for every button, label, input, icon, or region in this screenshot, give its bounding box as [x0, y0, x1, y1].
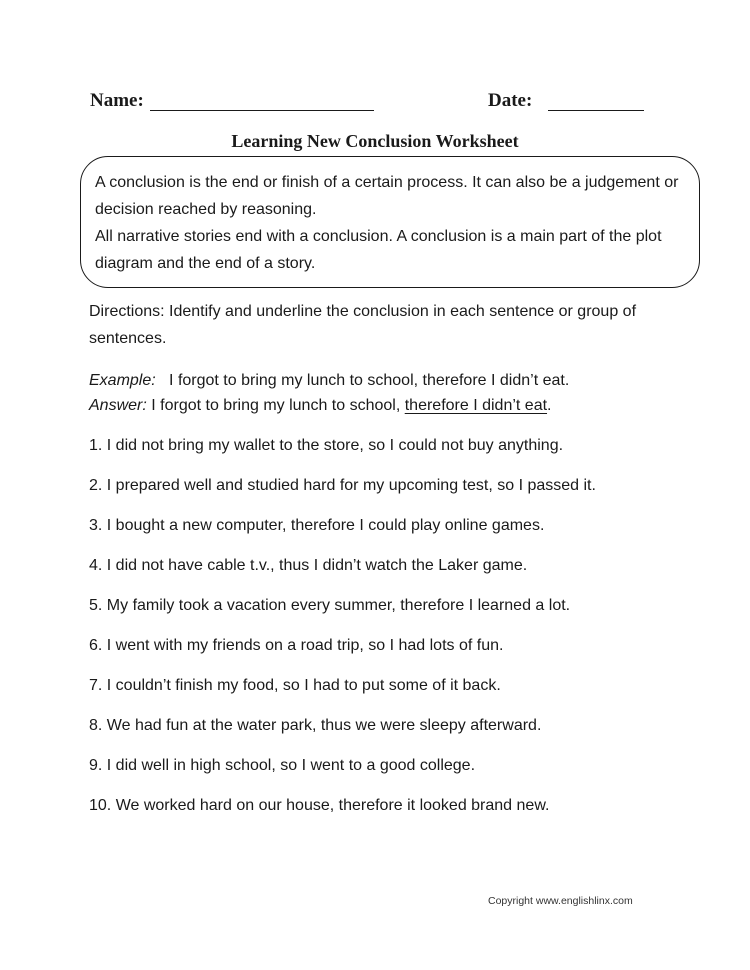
exercise-item: 5. My family took a vacation every summer, therefore I learned a lot.: [89, 597, 571, 614]
exercise-list: [89, 432, 709, 832]
example-tag: Example:: [89, 372, 156, 389]
date-blank-line[interactable]: [548, 110, 644, 111]
answer-tag: Answer:: [89, 397, 147, 414]
name-label: Name:: [90, 90, 144, 111]
exercise-item: 6. I went with my friends on a road trip, so I had lots of fun.: [89, 637, 504, 654]
exercise-item: 4. I did not have cable t.v., thus I didn’t watch the Laker game.: [89, 557, 528, 574]
worksheet-title: Learning New Conclusion Worksheet: [231, 131, 519, 151]
exercise-item: 3. I bought a new computer, therefore I could play online games.: [89, 517, 545, 534]
answer-prefix: I forgot to bring my lunch to school,: [151, 397, 405, 414]
exercise-item: 9. I did well in high school, so I went to a good college.: [89, 757, 476, 774]
name-blank-line[interactable]: [150, 110, 374, 111]
directions-text: Directions: Identify and underline the conclusion in each sentence or group of sentences.: [89, 303, 637, 347]
intro-paragraph-1: A conclusion is the end or finish of a certain process. It can also be a judgement or decision reached by reasoning.: [95, 174, 679, 218]
exercise-item: 7. I couldn’t finish my food, so I had to put some of it back.: [89, 677, 501, 694]
intro-box: [80, 156, 700, 288]
answer-underlined-conclusion: therefore I didn’t eat: [404, 397, 548, 414]
answer-line: [89, 393, 689, 418]
example-text: [160, 372, 569, 389]
intro-paragraph-2: All narrative stories end with a conclusion. A conclusion is a main part of the plot diagram and the end of a story.: [95, 228, 662, 272]
exercise-item: 2. I prepared well and studied hard for my upcoming test, so I passed it.: [89, 477, 596, 494]
exercise-item: 1. I did not bring my wallet to the store, so I could not buy anything.: [89, 437, 564, 454]
exercise-item: 10. We worked hard on our house, therefore it looked brand new.: [89, 797, 550, 814]
date-label: Date:: [488, 90, 533, 111]
example-block: [89, 368, 689, 418]
answer-suffix: .: [547, 397, 552, 414]
example-sentence: I forgot to bring my lunch to school, therefore I didn’t eat.: [169, 372, 570, 389]
example-line: [89, 368, 689, 393]
exercise-item: 8. We had fun at the water park, thus we were sleepy afterward.: [89, 717, 542, 734]
header-row: [90, 90, 650, 114]
copyright-notice: Copyright www.englishlinx.com: [488, 895, 633, 907]
